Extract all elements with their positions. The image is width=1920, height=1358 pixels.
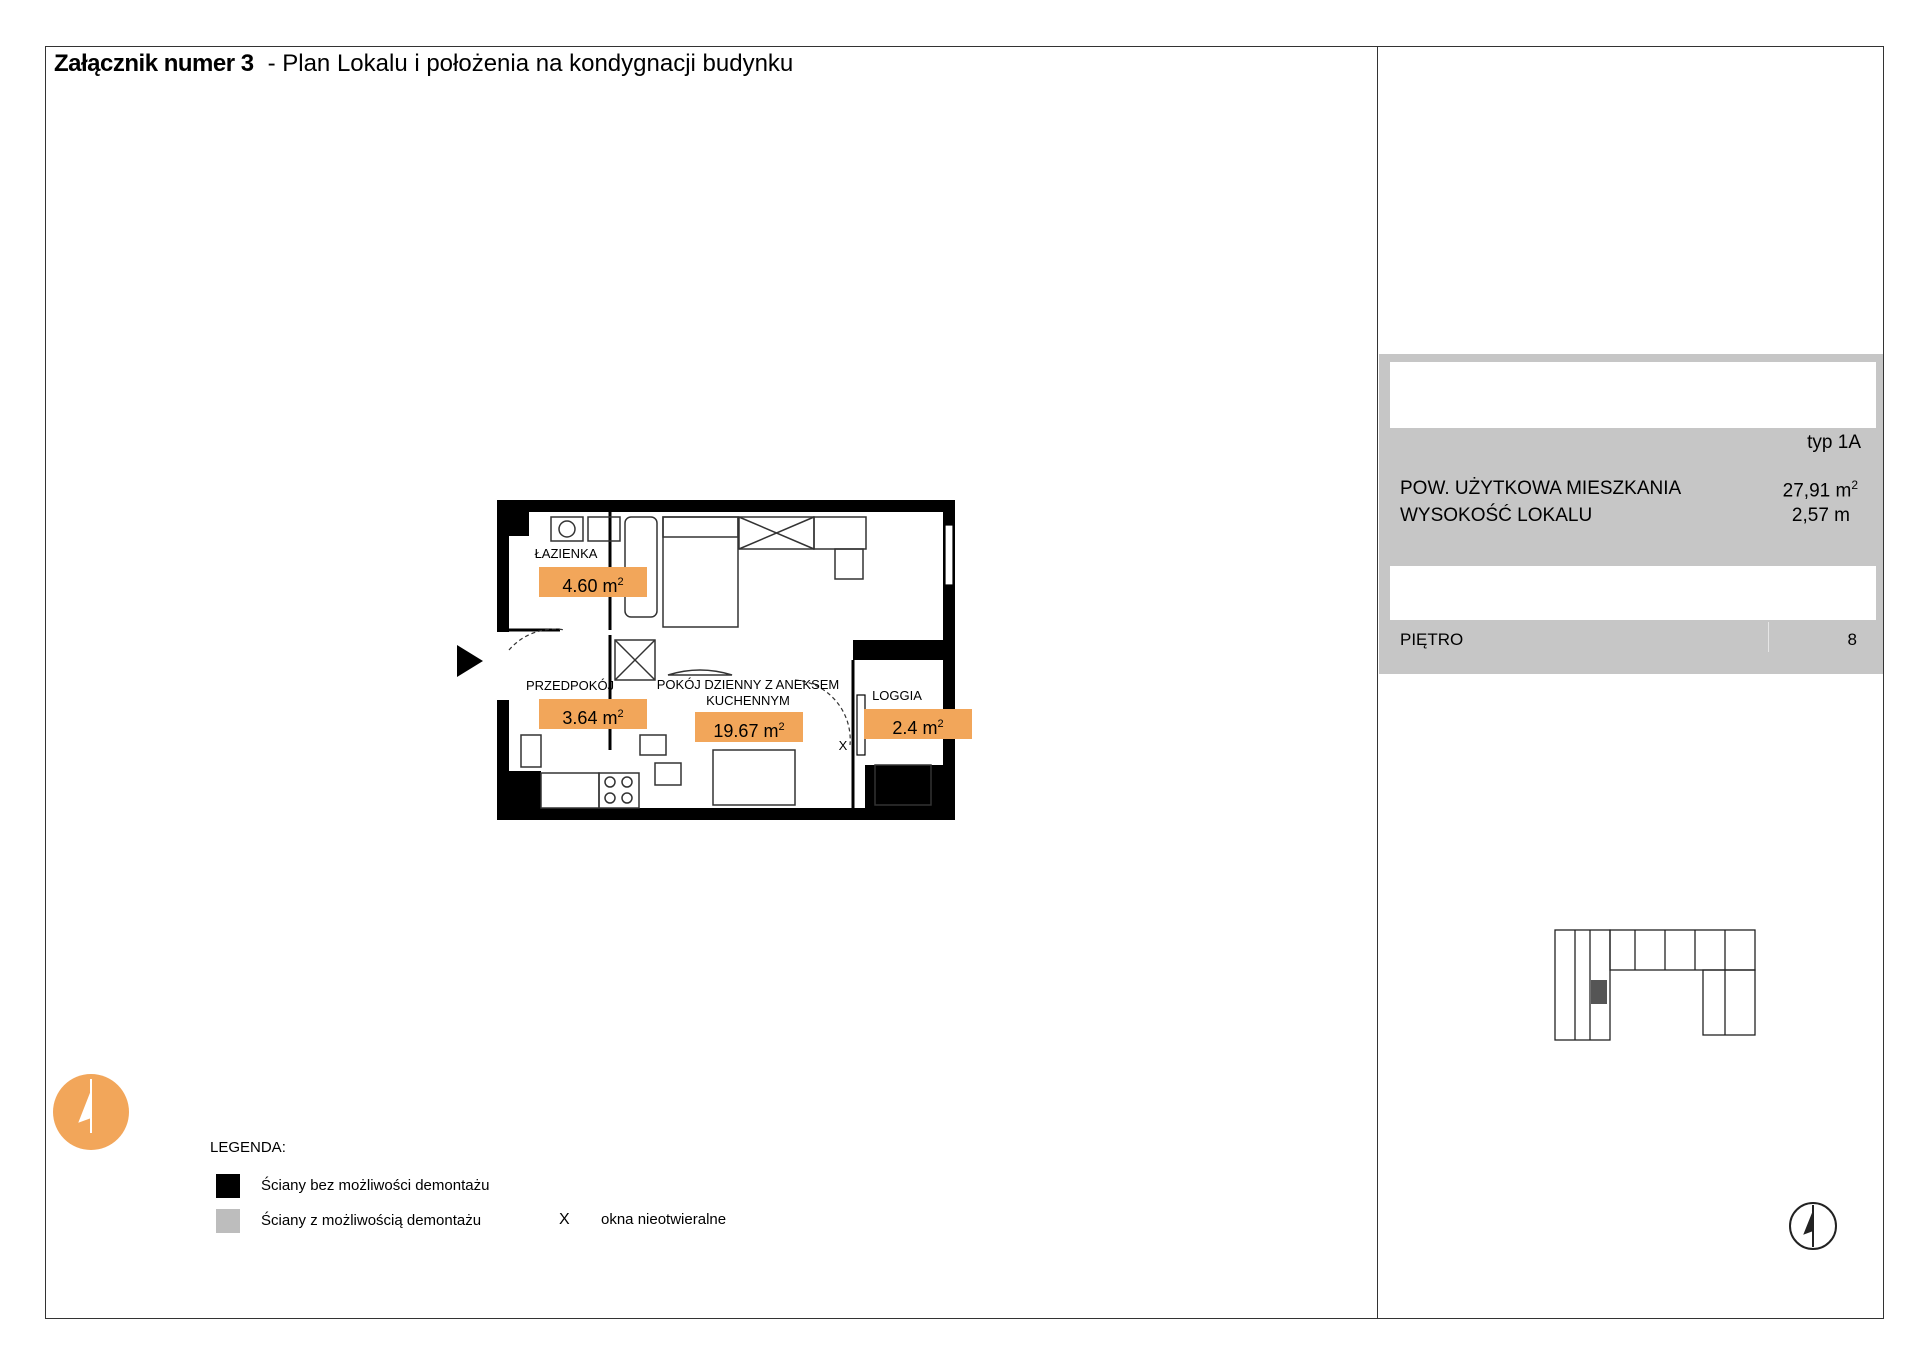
area-tag-loggia <box>864 709 972 739</box>
area-tag-living-sup: 2 <box>778 721 785 733</box>
room-label-living-line2: KUCHENNYM <box>706 693 790 708</box>
room-label-living-line1: POKÓJ DZIENNY Z ANEKSEM <box>656 677 840 692</box>
area-tag-loggia-sup: 2 <box>937 718 944 730</box>
room-label-loggia: LOGGIA <box>872 688 922 703</box>
fixed-window-mark: X <box>838 738 848 753</box>
area-tag-living-value: 19.67 m <box>713 721 779 741</box>
area-tag-hallway-sup: 2 <box>617 708 624 720</box>
legend-label-fixed-walls: Ściany bez możliwości demontażu <box>261 1177 490 1194</box>
usable-area-value <box>1783 478 1858 502</box>
info-panel-blank-band <box>1390 362 1876 428</box>
panel-divider <box>1377 46 1378 1319</box>
legend-title: LEGENDA: <box>210 1139 286 1156</box>
area-tag-bathroom <box>539 567 647 597</box>
area-tag-bathroom-value: 4.60 m <box>562 576 618 596</box>
area-tag-hallway <box>539 699 647 729</box>
floor-separator <box>1768 622 1769 652</box>
title-attachment-number: Załącznik numer 3 <box>54 50 254 77</box>
room-label-bathroom: ŁAZIENKA <box>534 546 598 561</box>
area-tag-bathroom-sup: 2 <box>617 576 624 588</box>
key-plan-unit-highlight <box>1591 980 1607 1004</box>
usable-area-unit-sup: 2 <box>1851 478 1858 492</box>
floor-plan <box>455 495 975 825</box>
north-compass-icon <box>52 1073 130 1151</box>
info-panel-blank-band-2 <box>1390 566 1876 620</box>
area-tag-living-room <box>695 712 803 742</box>
page-title <box>54 50 793 78</box>
legend-swatch-removable-walls <box>216 1209 240 1233</box>
unit-height-value: 2,57 m <box>1791 505 1850 526</box>
area-tag-hallway-value: 3.64 m <box>562 708 618 728</box>
legend-label-removable-walls: Ściany z możliwością demontażu <box>261 1212 482 1229</box>
floor-label: PIĘTRO <box>1400 630 1464 649</box>
legend-fixed-window-symbol: X <box>559 1211 570 1228</box>
legend-swatch-fixed-walls <box>216 1174 240 1198</box>
apartment-type: typ 1A <box>1807 432 1861 453</box>
area-tag-loggia-value: 2.4 m <box>892 718 938 738</box>
usable-area-number: 27,91 m <box>1782 480 1852 502</box>
room-label-hallway: PRZEDPOKÓJ <box>525 678 615 693</box>
usable-area-label: POW. UŻYTKOWA MIESZKANIA <box>1400 478 1682 499</box>
entrance-arrow-icon <box>457 645 483 677</box>
unit-height-label: WYSOKOŚĆ LOKALU <box>1400 505 1593 526</box>
legend-label-fixed-windows: okna nieotwieralne <box>601 1211 727 1228</box>
building-key-plan <box>1545 920 1765 1045</box>
north-compass-small-icon <box>1788 1201 1838 1251</box>
floor-value: 8 <box>1847 630 1857 649</box>
title-description: - Plan Lokalu i położenia na kondygnacji budynku <box>267 50 794 77</box>
